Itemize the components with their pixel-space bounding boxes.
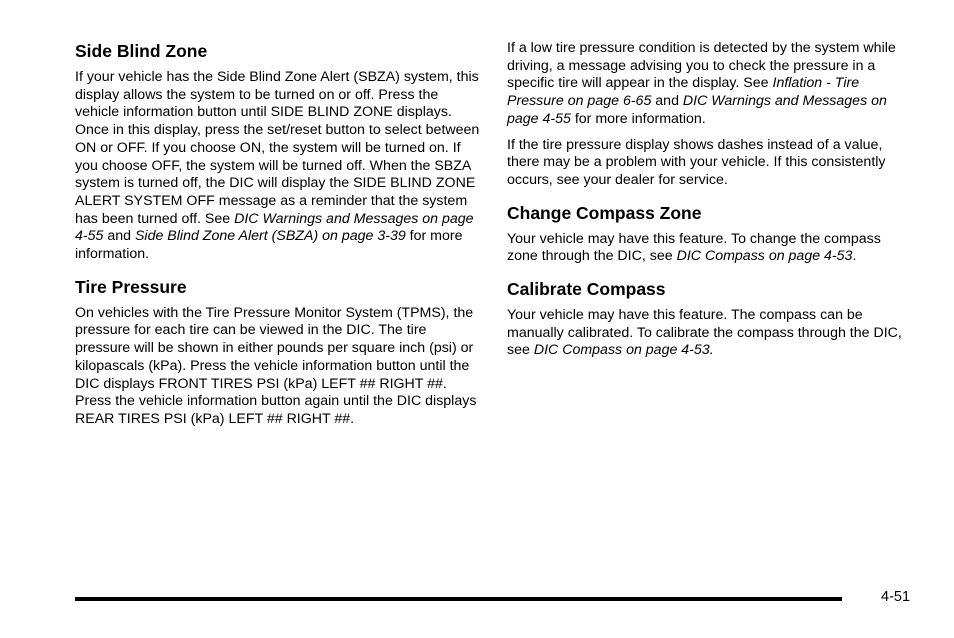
heading-tire-pressure: Tire Pressure — [75, 276, 187, 297]
section-change-compass-zone — [507, 202, 907, 266]
heading-change-compass-zone: Change Compass Zone — [507, 202, 702, 223]
section-calibrate-compass — [507, 278, 907, 360]
cross-reference: Side Blind Zone Alert (SBZA) on page 3-39 — [134, 228, 406, 245]
text: Your vehicle may have this feature. To change the compass zone through the DIC, see — [507, 230, 881, 265]
cross-reference: DIC Warnings and Messages on page 4-55 — [75, 210, 474, 245]
paragraph-change-compass-zone — [507, 231, 907, 266]
section-side-blind-zone — [75, 40, 480, 264]
text: and — [651, 93, 683, 110]
cross-reference: DIC Warnings and Messages on page 4-55 — [507, 93, 887, 127]
paragraph-calibrate-compass — [507, 307, 907, 360]
heading-side-blind-zone: Side Blind Zone — [75, 41, 208, 61]
text: . — [852, 248, 857, 265]
text: Your vehicle may have this feature. The compass can be manually calibrated. To calibrate the compass through the DIC, see — [507, 307, 902, 359]
left-column — [75, 40, 480, 441]
text: If your vehicle has the Side Blind Zone Alert (SBZA) system, this display allows the system to be turned on or off. Press the vehicle information button until SIDE BLIND ZONE displays. Once in this display, press the set/reset button to select between ON or OFF. If you choose ON, the system will be turned on. If you choose OFF, the system will be turned off. When the SBZA system is turned off, the DIC will display the SIDE BLIND ZONE ALERT SYSTEM OFF message as a reminder that the system has been turned off. See — [75, 69, 480, 227]
cross-reference: DIC Compass on page 4-53. — [533, 342, 714, 359]
paragraph-low-tire-pressure — [507, 40, 907, 129]
text: for more information. — [570, 110, 706, 127]
paragraph-tire-pressure: On vehicles with the Tire Pressure Monitor System (TPMS), the pressure for each tire can be viewed in the DIC. The tire pressure will be shown in either pounds per square inch (psi) or kilopascals (kPa). Press the vehicle information button until the DIC displays FRONT TIRES PSI (kPa) LEFT ## RIGHT ##. Press the vehicle information button again until the DIC displays REAR TIRES PSI (kPa) LEFT ## RIGHT ##. — [75, 304, 477, 427]
paragraph-tire-dashes: If the tire pressure display shows dashes instead of a value, there may be a problem with your vehicle. If this consistently occurs, see your dealer for service. — [507, 136, 886, 188]
cross-reference: Inflation - Tire Pressure on page 6-65 — [507, 75, 860, 110]
section-tire-pressure — [75, 276, 480, 429]
right-column — [507, 40, 907, 372]
heading-calibrate-compass: Calibrate Compass — [507, 279, 666, 300]
text: and — [103, 228, 135, 245]
footer-rule — [75, 597, 842, 601]
paragraph-side-blind-zone — [75, 69, 480, 264]
cross-reference: DIC Compass on page 4-53 — [676, 248, 853, 265]
text: for more information. — [75, 228, 463, 263]
text: If a low tire pressure condition is detected by the system while driving, a message advising you to check the pressure in a specific tire will appear in the display. See — [507, 40, 896, 92]
section-tire-pressure-continued — [507, 40, 907, 190]
page-number: 4-51 — [881, 589, 911, 605]
